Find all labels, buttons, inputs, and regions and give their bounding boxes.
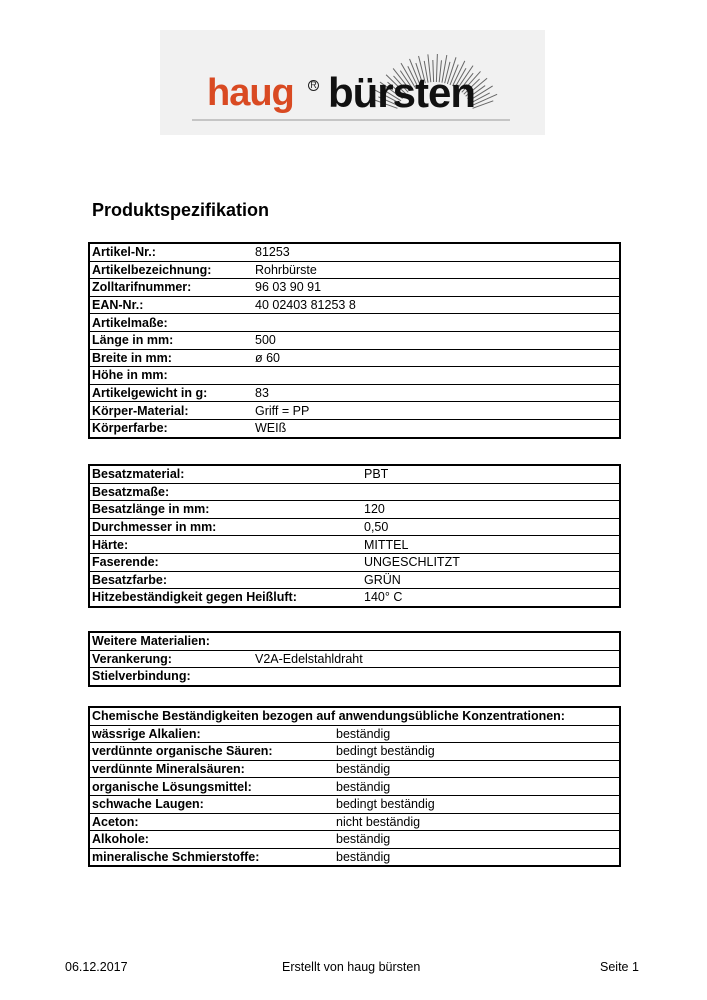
field-label: Besatzfarbe: [89, 571, 362, 589]
logo-text-haug: haug [207, 72, 294, 114]
field-label: Besatzmaterial: [89, 465, 362, 483]
field-value: 120 [362, 501, 620, 519]
bristle-spec-table [88, 464, 621, 608]
table-header-row [89, 707, 620, 725]
field-label: Besatzlänge in mm: [89, 501, 362, 519]
table-row [89, 760, 620, 778]
field-value: V2A-Edelstahldraht [253, 650, 620, 668]
field-value: 96 03 90 91 [253, 279, 620, 297]
table-row [89, 553, 620, 571]
footer-date: 06.12.2017 [65, 960, 128, 974]
field-label: EAN-Nr.: [89, 296, 253, 314]
table-row [89, 419, 620, 437]
table-row [89, 632, 620, 650]
field-label: Zolltarifnummer: [89, 279, 253, 297]
field-value [253, 314, 620, 332]
field-value: beständig [336, 850, 391, 865]
table-row [89, 536, 620, 554]
field-label: mineralische Schmierstoffe: [92, 850, 260, 865]
table-row [89, 831, 620, 849]
field-label: Artikelbezeichnung: [89, 261, 253, 279]
field-label: Faserende: [89, 553, 362, 571]
article-spec-table [88, 242, 621, 439]
field-value: beständig [334, 831, 620, 849]
field-value [253, 632, 620, 650]
field-label: Hitzebeständigkeit gegen Heißluft: [92, 590, 297, 605]
field-value: 500 [253, 331, 620, 349]
chemical-resistance-table [88, 706, 621, 867]
field-label: wässrige Alkalien: [89, 725, 334, 743]
table-row [89, 743, 620, 761]
field-label: Aceton: [89, 813, 334, 831]
table-row [89, 813, 620, 831]
table-row [89, 349, 620, 367]
field-value: MITTEL [362, 536, 620, 554]
field-value: beständig [334, 778, 620, 796]
field-value [253, 668, 620, 686]
table-header: Chemische Beständigkeiten bezogen auf anwendungsübliche Konzentrationen: [89, 707, 620, 725]
footer-page-number: Seite 1 [600, 960, 639, 974]
table-row [89, 296, 620, 314]
field-value: GRÜN [362, 571, 620, 589]
table-row [89, 261, 620, 279]
field-label: Breite in mm: [89, 349, 253, 367]
field-value: bedingt beständig [334, 743, 620, 761]
footer-created-by: Erstellt von haug bürsten [282, 960, 421, 974]
field-label: Körper-Material: [89, 402, 253, 420]
field-value: bedingt beständig [334, 795, 620, 813]
field-label: Artikelmaße: [89, 314, 253, 332]
field-label: Artikel-Nr.: [89, 243, 253, 261]
table-row [89, 795, 620, 813]
table-row [89, 589, 620, 607]
table-row [89, 465, 620, 483]
table-row [89, 243, 620, 261]
materials-table [88, 631, 621, 687]
page-title: Produktspezifikation [92, 200, 270, 220]
table-row [89, 279, 620, 297]
table-row [89, 848, 620, 866]
field-label: Verankerung: [89, 650, 253, 668]
table-row [89, 483, 620, 501]
table-row [89, 314, 620, 332]
field-value: ø 60 [253, 349, 620, 367]
field-label: Besatzmaße: [89, 483, 362, 501]
field-label: Härte: [89, 536, 362, 554]
field-value: beständig [334, 725, 620, 743]
field-label: Durchmesser in mm: [89, 518, 362, 536]
field-label: Körperfarbe: [92, 421, 168, 436]
field-value: 0,50 [362, 518, 620, 536]
field-value: PBT [362, 465, 620, 483]
table-row [89, 778, 620, 796]
table-row [89, 518, 620, 536]
field-value [362, 483, 620, 501]
field-label: schwache Laugen: [89, 795, 334, 813]
field-value: UNGESCHLITZT [362, 553, 620, 571]
field-value: WEIß [255, 421, 287, 436]
table-row [89, 650, 620, 668]
field-value [253, 367, 620, 385]
field-label: Stielverbindung: [92, 669, 191, 684]
field-value: 81253 [253, 243, 620, 261]
table-row [89, 501, 620, 519]
registered-mark: R [308, 80, 319, 91]
field-value: Griff = PP [253, 402, 620, 420]
field-label: verdünnte organische Säuren: [89, 743, 334, 761]
field-label: Alkohole: [89, 831, 334, 849]
table-row [89, 571, 620, 589]
logo-text-buersten: bürsten [328, 69, 476, 116]
field-label: organische Lösungsmittel: [89, 778, 334, 796]
table-row [89, 668, 620, 686]
field-value: 83 [253, 384, 620, 402]
table-row [89, 402, 620, 420]
table-row [89, 331, 620, 349]
field-value: 140° C [364, 590, 403, 605]
field-value: nicht beständig [334, 813, 620, 831]
field-value: 40 02403 81253 8 [253, 296, 620, 314]
field-label: Weitere Materialien: [89, 632, 253, 650]
company-logo [160, 30, 545, 135]
table-row [89, 725, 620, 743]
field-label: Höhe in mm: [89, 367, 253, 385]
field-label: Artikelgewicht in g: [89, 384, 253, 402]
field-value: Rohrbürste [253, 261, 620, 279]
field-label: Länge in mm: [89, 331, 253, 349]
field-label: verdünnte Mineralsäuren: [89, 760, 334, 778]
table-row [89, 384, 620, 402]
field-value: beständig [334, 760, 620, 778]
table-row [89, 367, 620, 385]
